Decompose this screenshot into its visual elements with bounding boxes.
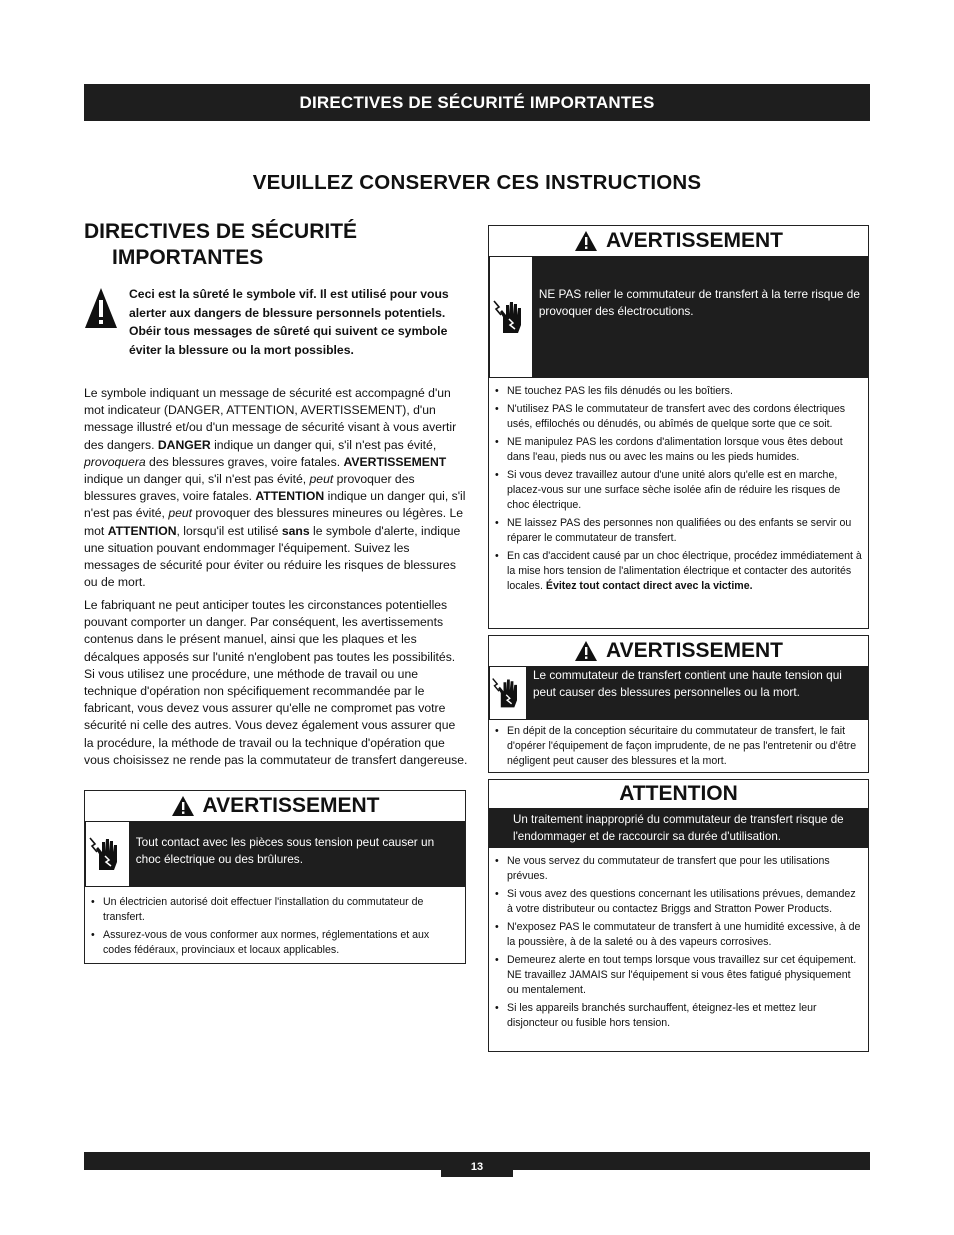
list-item: • Ne vous servez du commutateur de transfert que pour les utilisations prévues. bbox=[507, 854, 862, 884]
header-band bbox=[84, 84, 870, 121]
warning-triangle-icon bbox=[574, 640, 598, 662]
list-item: • N'exposez PAS le commutateur de transfert à une humidité excessive, à de la poussière, à de la saleté ou à des vapeurs corrosives. bbox=[507, 920, 862, 950]
warning-box-heading: AVERTISSEMENT bbox=[606, 229, 783, 252]
list-item: • En cas d'accident causé par un choc électrique, procédez immédiatement à la mise hors tension de l'alimentation électrique et contacter des autorités locales. Évitez tout contact direct avec la victime. bbox=[507, 549, 862, 594]
list-item: • Demeurez alerte en tout temps lorsque vous travaillez sur cet équipement. NE travaillez JAMAIS sur l'équipement si vous êtes fatigué physiquement ou mentalement. bbox=[507, 953, 862, 998]
warning-box-message: NE PAS relier le commutateur de transfert à la terre risque de provoquer des électrocutions. bbox=[538, 287, 860, 318]
list-item: • En dépit de la conception sécuritaire du commutateur de transfert, le fait d'opérer l'équipement de façon imprudente, de ne pas l'entretenir ou d'être négligent peut causer des blessures et la mort. bbox=[507, 724, 862, 769]
page-number: 13 bbox=[441, 1152, 513, 1177]
warning-box-contact bbox=[84, 790, 466, 964]
section-title-line2: IMPORTANTES bbox=[112, 246, 264, 269]
caution-box-bullets bbox=[489, 854, 868, 1031]
list-item: • NE touchez PAS les fils dénudés ou les boîtiers. bbox=[507, 384, 862, 399]
list-item: • Si vous avez des questions concernant les utilisations prévues, demandez à votre distributeur ou contactez Briggs and Stratton Power Products. bbox=[507, 887, 862, 917]
list-item: • Si les appareils branchés surchauffent, éteignez-les et mettez leur disjoncteur ou fusible hors tension. bbox=[507, 1001, 862, 1031]
electric-shock-hand-icon bbox=[85, 821, 130, 887]
warning-box-header bbox=[489, 636, 868, 666]
warning-box-bullets bbox=[489, 724, 868, 769]
warning-box-message: Tout contact avec les pièces sous tension peut causer un choc électrique ou des brûlures. bbox=[135, 835, 435, 866]
warning-box-header bbox=[85, 791, 465, 821]
warning-box-high-voltage bbox=[488, 635, 869, 773]
warning-box-header bbox=[489, 226, 868, 256]
paragraph-signal-words: Le symbole indiquant un message de sécurité est accompagné d'un mot indicateur (DANGER, ATTENTION, AVERTISSEMENT), d'un message illustré et/ou d'un message de sécurité visant à vous avertir des dangers. DANGER indique un danger qui, s'il n'est pas évité, provoquera des blessures graves, voire fatales. AVERTISSEMENT indique un danger qui, s'il n'est pas évité, peut provoquer des blessures graves, voire fatales. ATTENTION indique un danger qui, s'il n'est pas évité, peut provoquer des blessures mineures ou légères. Le mot ATTENTION, lorsqu'il est utilisé sans le symbole d'alerte, indique une situation pouvant endommager l'équipement. Suivez les messages de sécurité pour éviter ou réduire les risques de blessures ou de mort. bbox=[84, 386, 466, 590]
electric-shock-hand-icon bbox=[489, 666, 527, 720]
warning-triangle-icon bbox=[84, 287, 118, 329]
warning-box-bullets bbox=[489, 384, 868, 594]
paragraph-manufacturer: Le fabriquant ne peut anticiper toutes les circonstances potentielles pouvant comporter un danger. Par conséquent, les avertissements contenus dans le présent manuel, ainsi que les plaques et les décalques apposés sur l'unité n'englobent pas toutes les possibilités. Si vous utilisez une procédure, une méthode de travail ou une technique d'opération non spécifiquement recommandée par le fabricant, vous devez vous assurer qu'elle ne compromet pas votre sécurité ni celle des autres. Vous devez également vous assurer que la procédure, la méthode de travail ou la technique d'opération que vous choisissez ne rende pas la commutateur de transfert dangereuse. bbox=[84, 598, 468, 767]
warning-triangle-icon bbox=[574, 230, 598, 252]
caution-box-message: Un traitement inapproprié du commutateur de transfert risque de l'endommager et de raccourcir sa durée d'utilisation. bbox=[513, 813, 844, 843]
page-heading: VEUILLEZ CONSERVER CES INSTRUCTIONS bbox=[252, 171, 702, 194]
caution-box-header bbox=[489, 780, 868, 808]
electric-shock-hand-icon bbox=[489, 256, 533, 378]
caution-box-handling bbox=[488, 779, 869, 1052]
warning-box-message: Le commutateur de transfert contient une haute tension qui peut causer des blessures personnelles ou la mort. bbox=[533, 668, 842, 699]
list-item: • Si vous devez travaillez autour d'une unité alors qu'elle est en marche, placez-vous sur une surface sèche isolée afin de réduire les risques de choc électrique. bbox=[507, 468, 862, 513]
warning-triangle-icon bbox=[171, 795, 195, 817]
list-item: • NE laissez PAS des personnes non qualifiées ou des enfants se servir ou réparer le commutateur de transfert. bbox=[507, 516, 862, 546]
intro-safety-statement: Ceci est la sûreté le symbole vif. Il est utilisé pour vous alerter aux dangers de blessure personnels potentiels. Obéir tous messages de sûreté qui suivent ce symbole éviter la blessure ou la mort possibles. bbox=[129, 287, 449, 357]
warning-box-heading: AVERTISSEMENT bbox=[606, 639, 783, 662]
list-item: • Assurez-vous de vous conformer aux normes, réglementations et aux codes fédéraux, provinciaux et locaux applicables. bbox=[103, 928, 459, 958]
warning-box-heading: AVERTISSEMENT bbox=[202, 794, 380, 817]
list-item: • NE manipulez PAS les cordons d'alimentation lorsque vous êtes debout dans l'eau, pieds nus ou avec les mains ou les pieds humides. bbox=[507, 435, 862, 465]
section-title-line1: DIRECTIVES DE SÉCURITÉ bbox=[84, 220, 358, 243]
section-title bbox=[84, 219, 414, 271]
list-item: • Un électricien autorisé doit effectuer l'installation du commutateur de transfert. bbox=[103, 895, 459, 925]
caution-box-heading: ATTENTION bbox=[619, 782, 738, 805]
warning-box-bullets bbox=[85, 895, 465, 958]
list-item: • N'utilisez PAS le commutateur de transfert avec des cordons électriques usés, effilochés ou dénudés, ou abîmés de quelque sorte que ce soit. bbox=[507, 402, 862, 432]
warning-box-ground bbox=[488, 225, 869, 629]
header-band-title: DIRECTIVES DE SÉCURITÉ IMPORTANTES bbox=[299, 92, 655, 112]
